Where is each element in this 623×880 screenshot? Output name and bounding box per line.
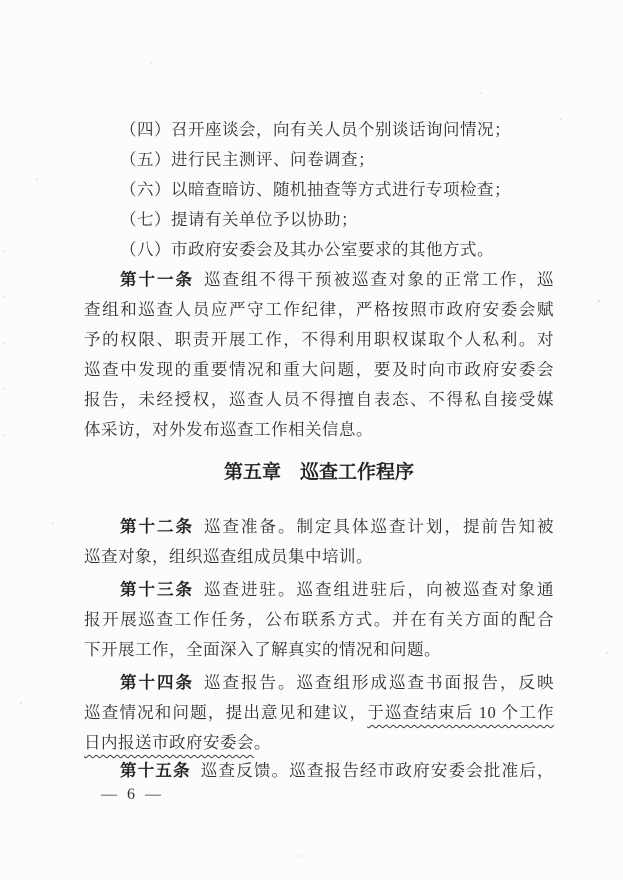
text-line [84,756,554,786]
article-label: 第十三条 [120,581,194,599]
page-number: — 6 — [101,786,164,803]
scan-speckles [0,0,2,2]
article-label: 第十四条 [120,674,194,692]
scan-edge-marks [4,250,5,460]
article-13 [84,575,554,665]
article-label: 第十二条 [120,518,194,536]
article-text: 。 [254,733,271,752]
article-14 [84,668,554,758]
text-line [84,265,554,295]
article-text: 巡查情况和问题，提出意见和建议， [84,703,368,722]
clause-item: （七）提请有关单位予以协助； [120,210,358,229]
text-line: 体采访，对外发布巡查工作相关信息。 [84,420,373,439]
chapter-heading [84,458,554,488]
hand-underline-annotation: 日内报送市政府安委会 [84,733,254,752]
article-text: 巡查进驻。巡查组进驻后，向被巡查对象通 [204,580,554,599]
text-line: 报告，未经授权，巡查人员不得擅自表态、不得私自接受媒 [84,390,554,409]
chapter-title: 巡查工作程序 [300,462,415,483]
article-15 [84,756,554,786]
chapter-number: 第五章 [223,462,281,483]
text-line: 巡查对象，组织巡查组成员集中培训。 [84,547,373,566]
text-line: 予的权限、职责开展工作，不得利用职权谋取个人私利。对 [84,330,554,349]
clause-item: （四）召开座谈会，向有关人员个别谈话询问情况； [120,120,511,139]
article-text: 巡查组不得干预被巡查对象的正常工作，巡 [204,270,554,289]
article-label: 第十一条 [120,271,194,289]
text-line [84,698,554,728]
text-line [84,668,554,698]
text-line: 报开展巡查工作任务，公布联系方式。并在有关方面的配合 [84,610,554,629]
article-11 [84,265,554,445]
article-text: 巡查准备。制定具体巡查计划，提前告知被 [204,517,554,536]
text-line [84,512,554,542]
text-line: 查组和巡查人员应严守工作纪律，严格按照市政府安委会赋 [84,300,554,319]
article-text: 巡查报告。巡查组形成巡查书面报告，反映 [204,673,554,692]
clause-item: （五）进行民主测评、问卷调查； [120,150,375,169]
text-line [84,575,554,605]
clause-list [84,115,554,265]
clause-item: （六）以暗查暗访、随机抽查等方式进行专项检查； [120,180,511,199]
text-line: 巡查中发现的重要情况和重大问题，要及时向市政府安委会 [84,360,554,379]
article-label: 第十五条 [120,762,191,780]
article-text: 巡查反馈。巡查报告经市政府安委会批准后， [200,761,555,780]
hand-underline-annotation: 于巡查结束后 10 个工作 [367,703,555,722]
clause-item: （八）市政府安委会及其办公室要求的其他方式。 [120,240,494,259]
text-line [84,728,554,758]
text-line: 下开展工作，全面深入了解真实的情况和问题。 [84,640,441,659]
article-12 [84,512,554,572]
